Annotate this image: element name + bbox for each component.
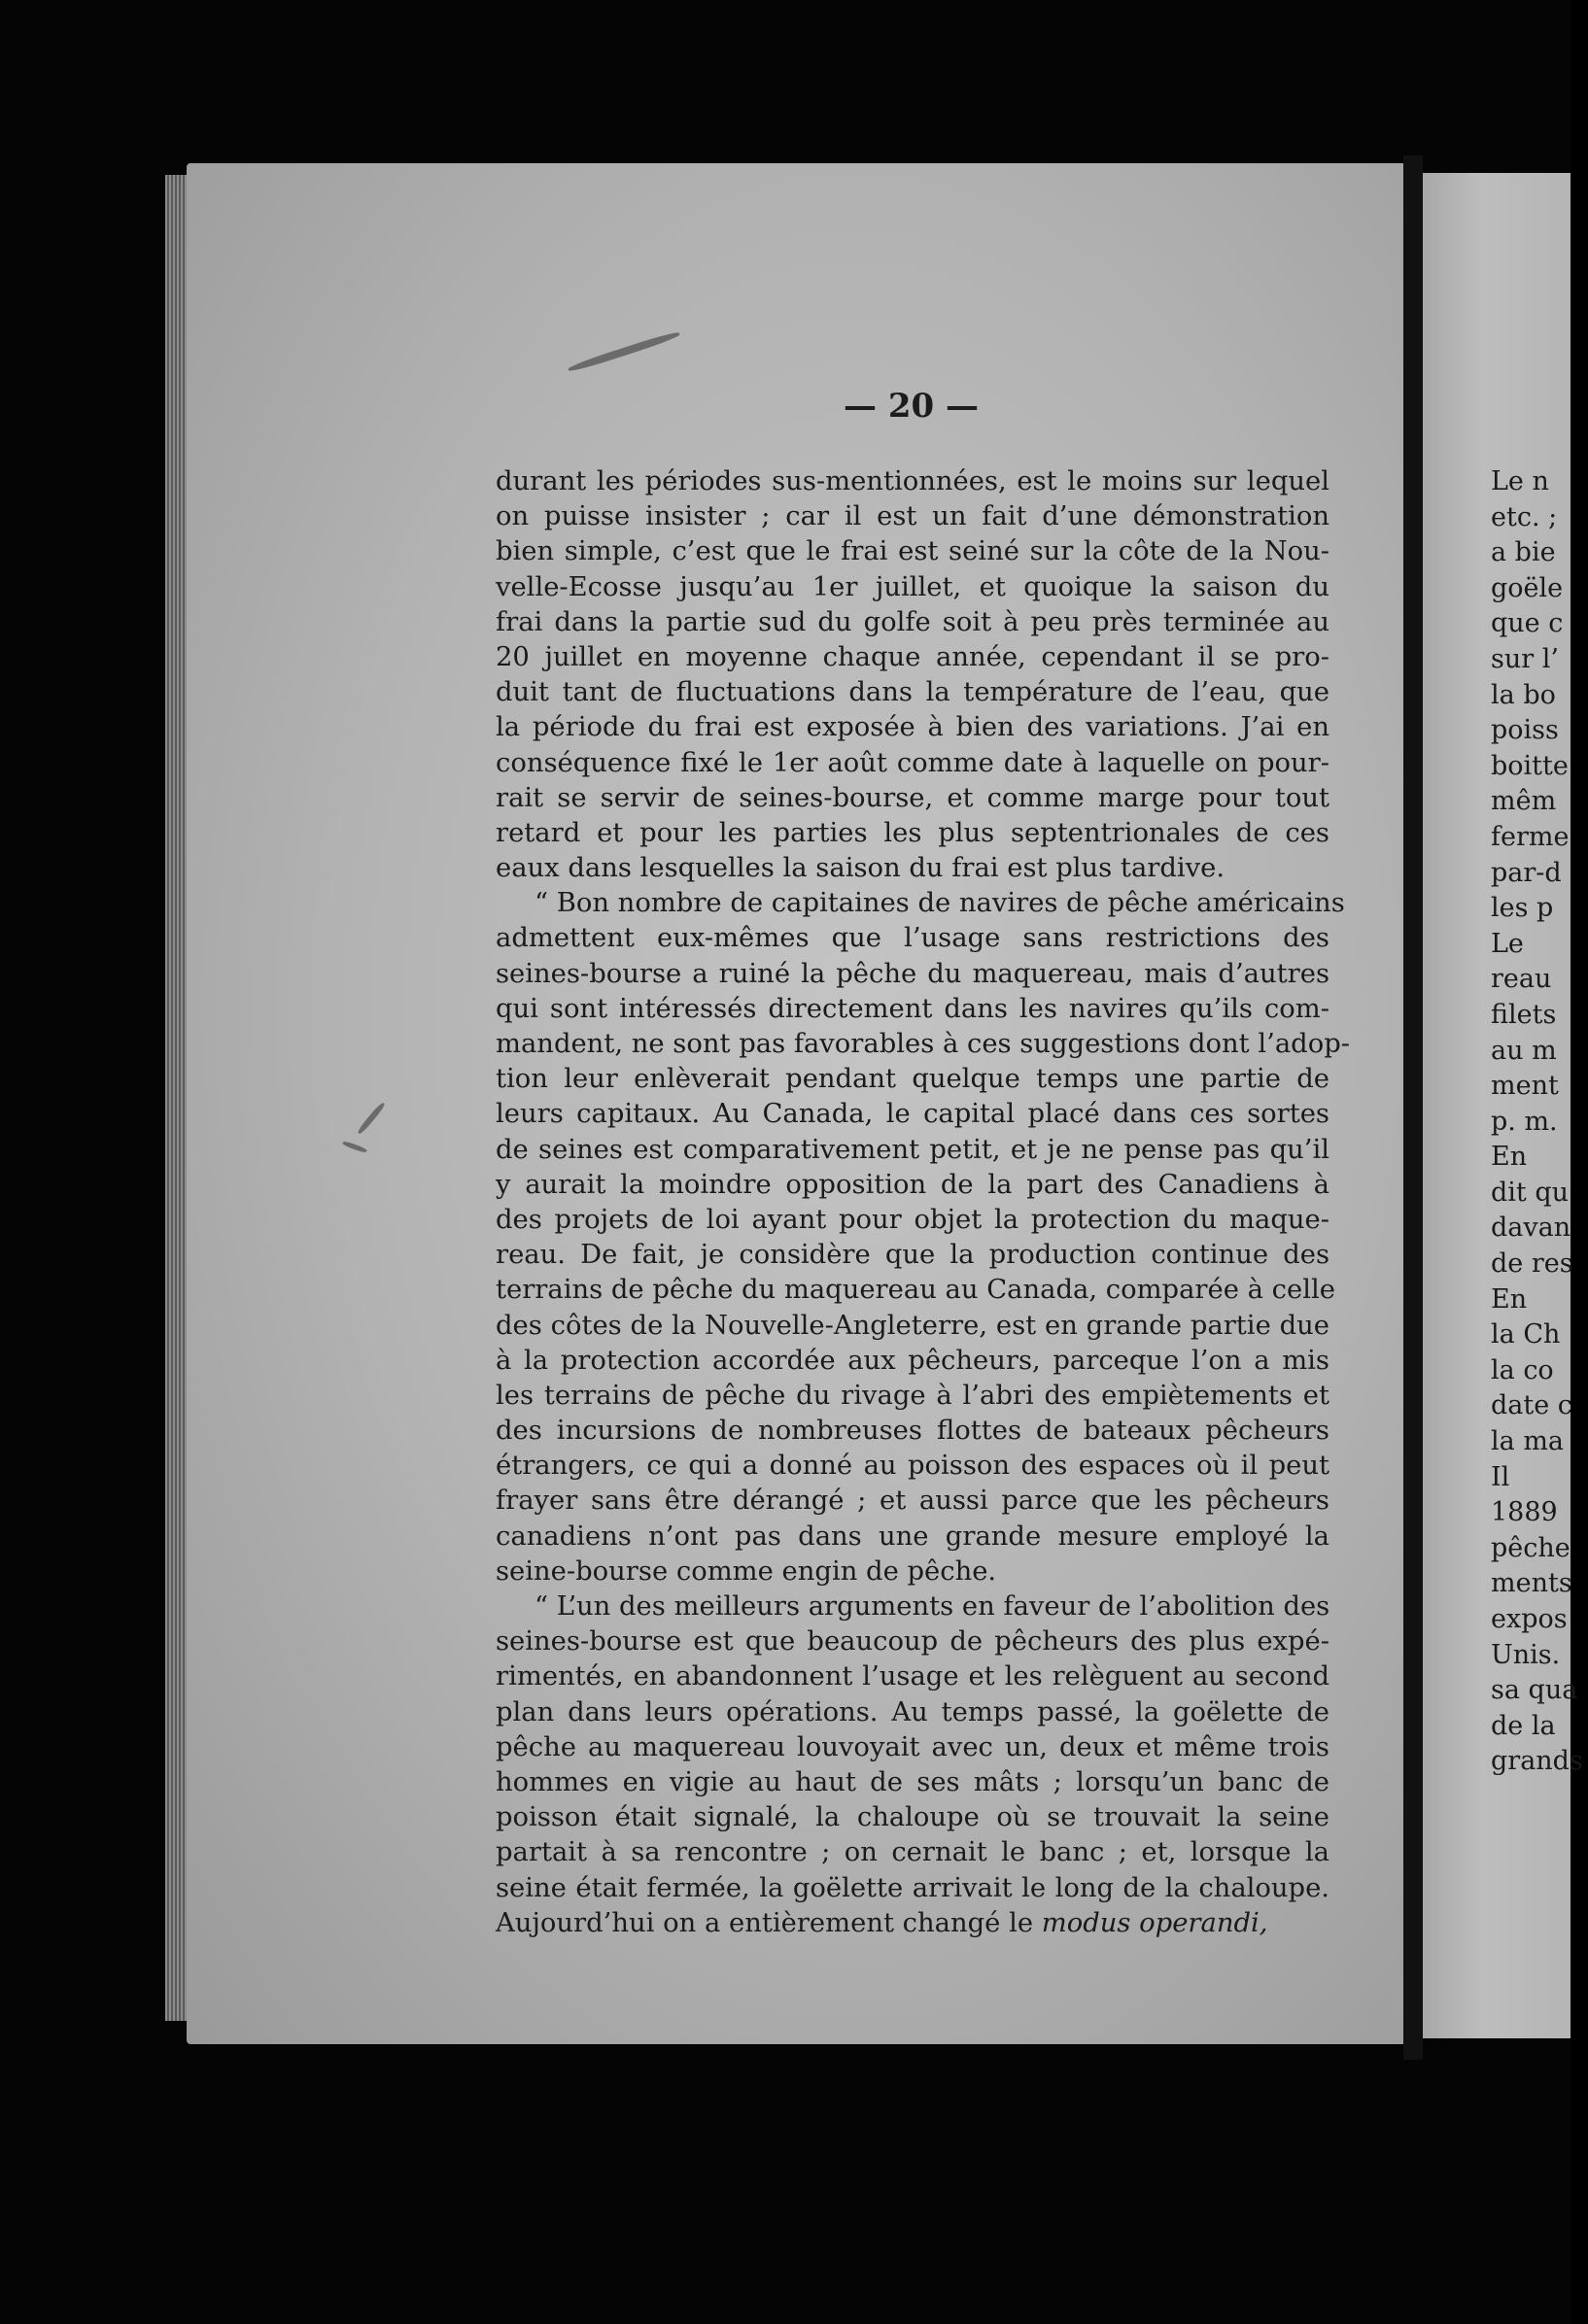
right-page-text	[1491, 464, 1588, 1780]
text-line: “ L’un des meilleurs arguments en faveur de l’abolition des	[535, 1591, 1330, 1622]
fragment-line: Le n	[1491, 466, 1549, 496]
fragment-line: que c	[1491, 608, 1564, 639]
text-line: poisson était signalé, la chaloupe où se trouvait la seine	[496, 1802, 1329, 1833]
text-line: retard et pour les parties les plus septentrionales de ces	[496, 817, 1329, 848]
text-line: seine-bourse comme engin de pêche.	[496, 1555, 997, 1587]
fragment-line: etc. ;	[1491, 501, 1558, 532]
fragment-line: goële	[1491, 572, 1564, 603]
fragment-line: Il	[1491, 1461, 1510, 1492]
text-line: la période du frai est exposée à bien des variations. J’ai en	[496, 712, 1329, 743]
fragment-line: a bie	[1491, 537, 1556, 568]
ink-smudge	[568, 330, 681, 374]
italic-phrase: modus operandi,	[1041, 1907, 1268, 1938]
fragment-line: filets	[1491, 999, 1557, 1030]
text-line: bien simple, c’est que le frai est seiné sur la côte de la Nou-	[496, 536, 1329, 567]
fragment-line: ferme	[1491, 821, 1570, 852]
fragment-line: poiss	[1491, 715, 1559, 746]
text-line: duit tant de fluctuations dans la température de l’eau, que	[496, 677, 1329, 708]
fragment-line: mêm	[1491, 786, 1557, 817]
fragment-line: de la	[1491, 1710, 1556, 1741]
fragment-line: ment	[1491, 1071, 1559, 1102]
text-line: 20 juillet en moyenne chaque année, cependant il se pro-	[496, 641, 1329, 672]
text-line: durant les périodes sus-mentionnées, est le moins sur lequel	[496, 466, 1329, 496]
fragment-line: sur l’	[1491, 643, 1559, 674]
text-line: qui sont intéressés directement dans les navires qu’ils com-	[496, 993, 1329, 1024]
text-line: seines-bourse est que beaucoup de pêcheurs des plus expé-	[496, 1626, 1329, 1658]
fragment-line: expos	[1491, 1604, 1568, 1634]
fragment-line: grands	[1491, 1746, 1583, 1777]
fragment-line: au m	[1491, 1035, 1557, 1066]
fragment-line: la co	[1491, 1354, 1554, 1385]
fragment-line: 1889	[1491, 1497, 1558, 1528]
text-line: conséquence fixé le 1er août comme date à laquelle on pour-	[496, 747, 1329, 778]
text-line: pêche au maquereau louvoyait avec un, deux et même trois	[496, 1731, 1329, 1762]
text-line: des côtes de la Nouvelle-Angleterre, est en grande partie due	[496, 1310, 1329, 1341]
text-line: y aurait la moindre opposition de la part des Canadiens à	[496, 1169, 1329, 1200]
text-line: rimentés, en abandonnent l’usage et les relèguent au second	[496, 1661, 1329, 1692]
ink-smudge	[342, 1141, 367, 1154]
text-line: seine était fermée, la goëlette arrivait le long de la chaloupe.	[496, 1872, 1329, 1903]
ink-smudge	[357, 1102, 386, 1135]
fragment-line: p. m.	[1491, 1106, 1558, 1137]
text-line: les terrains de pêche du rivage à l’abri des empiètements et	[496, 1380, 1329, 1411]
text-line: mandent, ne sont pas favorables à ces suggestions dont l’adop-	[496, 1029, 1350, 1059]
fragment-line: reau	[1491, 964, 1552, 995]
text-line: frai dans la partie sud du golfe soit à peu près terminée au	[496, 606, 1329, 637]
text-line: des projets de loi ayant pour objet la protection du maque-	[496, 1204, 1329, 1235]
text-line: terrains de pêche du maquereau au Canada, comparée à celle	[496, 1275, 1335, 1306]
fragment-line: par-d	[1491, 857, 1562, 888]
fragment-line: ments	[1491, 1568, 1572, 1599]
fragment-line: dit qu	[1491, 1177, 1570, 1208]
fragment-line: Unis.	[1491, 1639, 1561, 1670]
fragment-line: En	[1491, 1142, 1528, 1173]
text-line: canadiens n’ont pas dans une grande mesure employé la	[496, 1521, 1329, 1552]
fragment-line: pêche	[1491, 1532, 1571, 1563]
fragment-line: sa qua	[1491, 1675, 1578, 1706]
text-line: de seines est comparativement petit, et je ne pense pas qu’il	[496, 1134, 1329, 1165]
text-line: leurs capitaux. Au Canada, le capital placé dans ces sortes	[496, 1099, 1329, 1130]
fragment-line: de res	[1491, 1248, 1573, 1280]
text-line: plan dans leurs opérations. Au temps passé, la goëlette de	[496, 1696, 1329, 1727]
fragment-line: la ma	[1491, 1426, 1565, 1457]
fragment-line: boitte	[1491, 750, 1569, 781]
text-line-final	[496, 1906, 1329, 1941]
text-line: étrangers, ce qui a donné au poisson des espaces où il peut	[496, 1451, 1329, 1482]
body-text	[496, 464, 1350, 1941]
fragment-line: la bo	[1491, 679, 1556, 710]
fragment-line: davan	[1491, 1213, 1571, 1244]
fragment-line: la Ch	[1491, 1319, 1561, 1350]
text-line: seines-bourse a ruiné la pêche du maquereau, mais d’autres	[496, 958, 1329, 989]
fragment-line: les p	[1491, 893, 1554, 924]
text-line: velle-Ecosse jusqu’au 1er juillet, et quoique la saison du	[496, 571, 1329, 602]
text-line: eaux dans lesquelles la saison du frai est plus tardive.	[496, 853, 1226, 884]
fragment-line: Le	[1491, 928, 1524, 959]
text-line: Aujourd’hui on a entièrement changé le	[496, 1907, 1034, 1938]
page-number: — 20 —	[844, 387, 979, 426]
text-line: tion leur enlèverait pendant quelque temps une partie de	[496, 1064, 1329, 1095]
book-gutter	[1403, 155, 1423, 2060]
text-line: des incursions de nombreuses flottes de bateaux pêcheurs	[496, 1416, 1329, 1447]
fragment-line: En	[1491, 1283, 1528, 1315]
text-line: reau. De fait, je considère que la production continue des	[496, 1240, 1329, 1271]
text-line: hommes en vigie au haut de ses mâts ; lorsqu’un banc de	[496, 1766, 1329, 1797]
text-line: on puisse insister ; car il est un fait d’une démonstration	[496, 501, 1329, 532]
text-line: rait se servir de seines-bourse, et comme marge pour tout	[496, 782, 1329, 813]
text-line: frayer sans être dérangé ; et aussi parce que les pêcheurs	[496, 1486, 1329, 1517]
text-line: partait à sa rencontre ; on cernait le banc ; et, lorsque la	[496, 1837, 1329, 1868]
text-line: à la protection accordée aux pêcheurs, parceque l’on a mis	[496, 1345, 1329, 1376]
fragment-line: date c	[1491, 1390, 1572, 1421]
text-line: admettent eux-mêmes que l’usage sans restrictions des	[496, 923, 1329, 954]
text-line: “ Bon nombre de capitaines de navires de pêche américains	[535, 888, 1345, 919]
